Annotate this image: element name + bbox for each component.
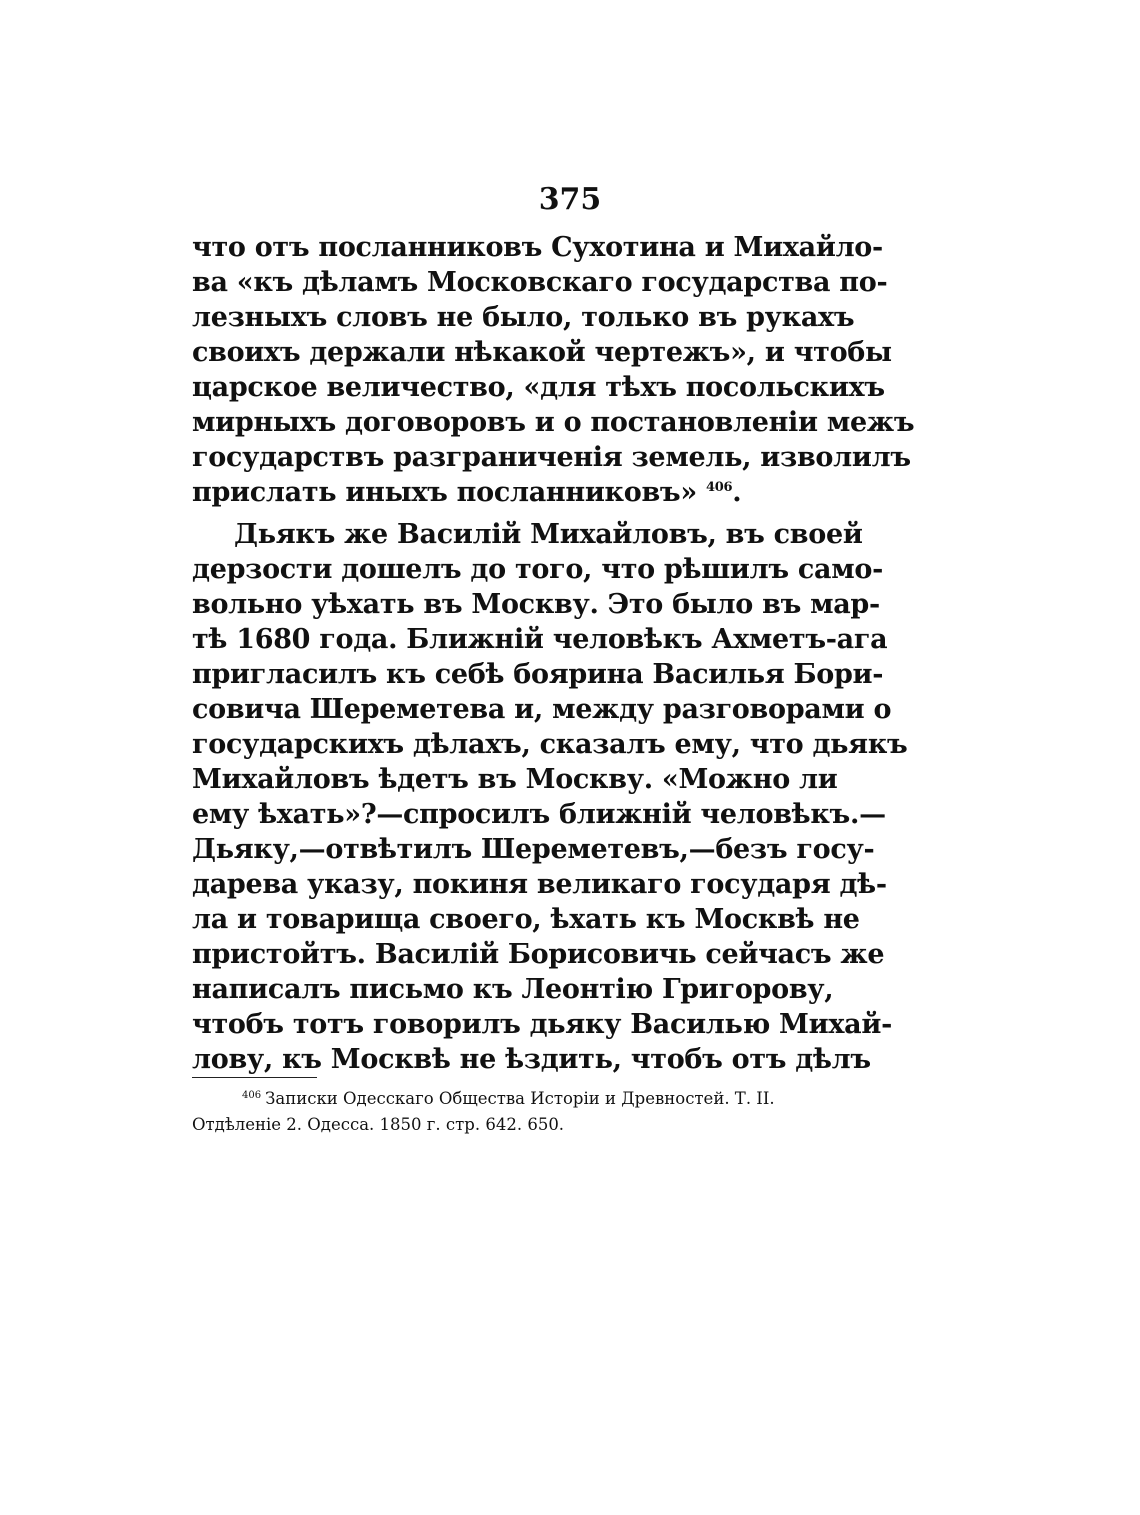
- footnote-reference: 406: [706, 480, 733, 495]
- text-line: государскихъ дѣлахъ, сказалъ ему, что дьякъ: [192, 729, 908, 760]
- text-line: Дьяку,—отвѣтилъ Шереметевъ,—безъ госу-: [192, 834, 875, 865]
- text-line: мирныхъ договоровъ и о постановленіи межъ: [192, 407, 915, 438]
- text-line: государствъ разграниченія земель, изволилъ: [192, 442, 911, 473]
- text-fragment: прислать иныхъ посланниковъ»: [192, 477, 697, 508]
- page-number: 375: [538, 182, 602, 217]
- footnote-divider: [192, 1077, 317, 1078]
- text-line: написалъ письмо къ Леонтію Григорову,: [192, 974, 834, 1005]
- text-line: ла и товарища своего, ѣхать къ Москвѣ не: [192, 904, 860, 935]
- paragraph-1: [192, 230, 915, 510]
- footnote-number: 406: [242, 1089, 262, 1101]
- text-line: лезныхъ словъ не было, только въ рукахъ: [192, 302, 855, 333]
- text-line: чтобъ тотъ говорилъ дьяку Василью Михай-: [192, 1009, 892, 1040]
- text-line: пригласилъ къ себѣ боярина Василья Бори-: [192, 659, 884, 690]
- footnote: [192, 1086, 774, 1138]
- text-line: совича Шереметева и, между разговорами о: [192, 694, 892, 725]
- footnote-line: [192, 1086, 774, 1112]
- paragraph-gap: [192, 510, 774, 517]
- text-line: ему ѣхать»?—спросилъ ближній человѣкъ.—: [192, 799, 886, 830]
- text-line: Михайловъ ѣдетъ въ Москву. «Можно ли: [192, 764, 838, 795]
- text-line-last: [192, 475, 774, 510]
- text-line: тѣ 1680 года. Ближній человѣкъ Ахметъ-ага: [192, 624, 888, 655]
- footnote-text: Записки Одесскаго Общества Исторіи и Древностей. Т. II.: [265, 1089, 775, 1108]
- paragraph-2: [192, 517, 908, 1077]
- footnote-line: Отдѣленіе 2. Одесса. 1850 г. стр. 642. 650.: [192, 1115, 565, 1134]
- text-line-indented: Дьякъ же Василій Михайловъ, въ своей: [234, 519, 863, 550]
- sentence-end: .: [732, 477, 742, 508]
- text-line: ва «къ дѣламъ Московскаго государства по-: [192, 267, 888, 298]
- footnotes: [192, 1086, 774, 1138]
- main-text: [192, 230, 915, 1077]
- text-line: пристойтъ. Василій Борисовичь сейчасъ же: [192, 939, 885, 970]
- text-line: царское величество, «для тѣхъ посольскихъ: [192, 372, 885, 403]
- text-line: дарева указу, покиня великаго государя дѣ-: [192, 869, 887, 900]
- text-line: вольно уѣхать въ Москву. Это было въ мар-: [192, 589, 880, 620]
- text-line: дерзости дошелъ до того, что рѣшилъ само-: [192, 554, 883, 585]
- text-line: своихъ держали нѣкакой чертежъ», и чтобы: [192, 337, 892, 368]
- text-line: лову, къ Москвѣ не ѣздить, чтобъ отъ дѣлъ: [192, 1044, 871, 1075]
- text-line: что отъ посланниковъ Сухотина и Михайло-: [192, 232, 883, 263]
